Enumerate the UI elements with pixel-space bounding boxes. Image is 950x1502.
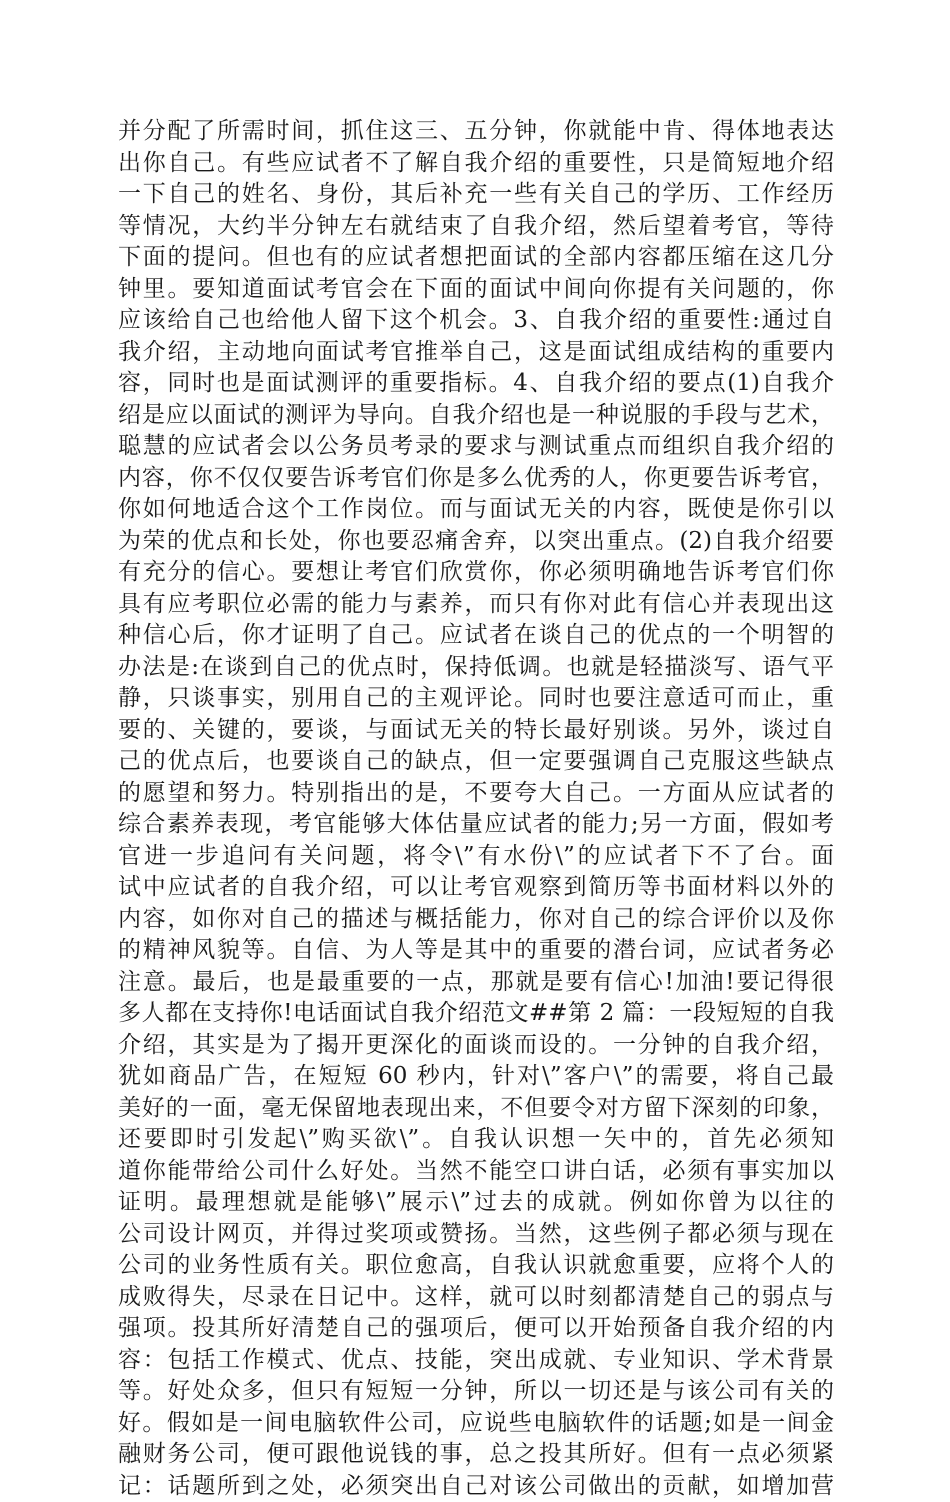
text-line: 种信心后，你才证明了自己。应试者在谈自己的优点的一个明智的: [118, 620, 834, 652]
text-line: 美好的一面，毫无保留地表现出来，不但要令对方留下深刻的印象，: [118, 1093, 834, 1125]
text-line: 强项。投其所好清楚自己的强项后，便可以开始预备自我介绍的内: [118, 1313, 834, 1345]
text-line: 犹如商品广告，在短短 60 秒内，针对\”客户\”的需要，将自己最: [118, 1061, 834, 1093]
text-line: 办法是:在谈到自己的优点时，保持低调。也就是轻描淡写、语气平: [118, 652, 834, 684]
text-line: 你如何地适合这个工作岗位。而与面试无关的内容，既使是你引以: [118, 494, 834, 526]
text-line: 成败得失，尽录在日记中。这样，就可以时刻都清楚自己的弱点与: [118, 1282, 834, 1314]
text-line: 下面的提问。但也有的应试者想把面试的全部内容都压缩在这几分: [118, 242, 834, 274]
text-line: 绍是应以面试的测评为导向。自我介绍也是一种说服的手段与艺术，: [118, 400, 834, 432]
text-line: 试中应试者的自我介绍，可以让考官观察到简历等书面材料以外的: [118, 872, 834, 904]
text-line: 等。好处众多，但只有短短一分钟，所以一切还是与该公司有关的: [118, 1376, 834, 1408]
text-line: 一下自己的姓名、身份，其后补充一些有关自己的学历、工作经历: [118, 179, 834, 211]
text-line: 多人都在支持你!电话面试自我介绍范文##第 2 篇：一段短短的自我: [118, 998, 834, 1030]
text-line: 内容，你不仅仅要告诉考官们你是多么优秀的人，你更要告诉考官，: [118, 463, 834, 495]
text-line: 我介绍，主动地向面试考官推举自己，这是面试组成结构的重要内: [118, 337, 834, 369]
text-line: 具有应考职位必需的能力与素养，而只有你对此有信心并表现出这: [118, 589, 834, 621]
text-line: 为荣的优点和长处，你也要忍痛舍弃，以突出重点。(2)自我介绍要: [118, 526, 834, 558]
text-line: 道你能带给公司什么好处。当然不能空口讲白话，必须有事实加以: [118, 1156, 834, 1188]
text-line: 的愿望和努力。特别指出的是，不要夸大自己。一方面从应试者的: [118, 778, 834, 810]
text-line: 等情况，大约半分钟左右就结束了自我介绍，然后望着考官，等待: [118, 211, 834, 243]
text-line: 应该给自己也给他人留下这个机会。3、自我介绍的重要性:通过自: [118, 305, 834, 337]
text-line: 出你自己。有些应试者不了解自我介绍的重要性，只是简短地介绍: [118, 148, 834, 180]
text-line: 介绍，其实是为了揭开更深化的面谈而设的。一分钟的自我介绍，: [118, 1030, 834, 1062]
text-line: 公司的业务性质有关。职位愈高，自我认识就愈重要，应将个人的: [118, 1250, 834, 1282]
body-text: [118, 116, 834, 1502]
text-line: 己的优点后，也要谈自己的缺点，但一定要强调自己克服这些缺点: [118, 746, 834, 778]
text-line: 有充分的信心。要想让考官们欣赏你，你必须明确地告诉考官们你: [118, 557, 834, 589]
text-line: 好。假如是一间电脑软件公司，应说些电脑软件的话题;如是一间金: [118, 1408, 834, 1440]
text-line: 要的、关键的，要谈，与面试无关的特长最好别谈。另外，谈过自: [118, 715, 834, 747]
text-line: 记：话题所到之处，必须突出自己对该公司做出的贡献，如增加营: [118, 1471, 834, 1502]
text-line: 钟里。要知道面试考官会在下面的面试中间向你提有关问题的，你: [118, 274, 834, 306]
text-line: 融财务公司，便可跟他说钱的事，总之投其所好。但有一点必须紧: [118, 1439, 834, 1471]
text-line: 容：包括工作模式、优点、技能，突出成就、专业知识、学术背景: [118, 1345, 834, 1377]
text-line: 内容，如你对自己的描述与概括能力，你对自己的综合评价以及你: [118, 904, 834, 936]
text-line: 的精神风貌等。自信、为人等是其中的重要的潜台词，应试者务必: [118, 935, 834, 967]
text-line: 公司设计网页，并得过奖项或赞扬。当然，这些例子都必须与现在: [118, 1219, 834, 1251]
text-line: 注意。最后，也是最重要的一点，那就是要有信心!加油!要记得很: [118, 967, 834, 999]
text-line: 静，只谈事实，别用自己的主观评论。同时也要注意适可而止，重: [118, 683, 834, 715]
text-line: 容，同时也是面试测评的重要指标。4、自我介绍的要点(1)自我介: [118, 368, 834, 400]
text-line: 还要即时引发起\”购买欲\”。自我认识想一矢中的，首先必须知: [118, 1124, 834, 1156]
text-line: 综合素养表现，考官能够大体估量应试者的能力;另一方面，假如考: [118, 809, 834, 841]
text-line: 并分配了所需时间，抓住这三、五分钟，你就能中肯、得体地表达: [118, 116, 834, 148]
text-line: 聪慧的应试者会以公务员考录的要求与测试重点而组织自我介绍的: [118, 431, 834, 463]
text-line: 官进一步追问有关问题，将令\”有水份\”的应试者下不了台。面: [118, 841, 834, 873]
text-line: 证明。最理想就是能够\”展示\”过去的成就。例如你曾为以往的: [118, 1187, 834, 1219]
